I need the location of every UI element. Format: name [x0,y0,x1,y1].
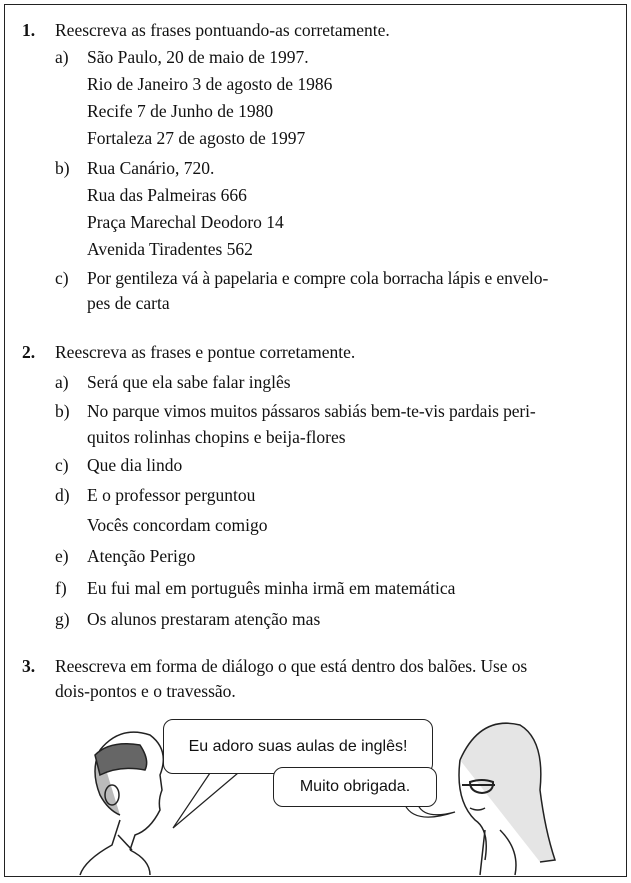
item-line: Que dia lindo [87,455,183,475]
item-line: E o professor perguntou [87,485,256,505]
item-line: Atenção Perigo [87,546,196,566]
item-letter: f) [55,578,67,598]
item-line: Rua Canário, 720. [87,158,215,178]
item-line: Os alunos prestaram atenção mas [87,609,321,629]
question-3-prompt: Reescreva em forma de diálogo o que está dentro dos balões. Use os [55,656,528,676]
speech-bubble-boy: Eu adoro suas aulas de inglês! [163,719,433,774]
item-letter: e) [55,546,69,566]
item-line: Rio de Janeiro 3 de agosto de 1986 [87,74,333,94]
item-line: Rua das Palmeiras 666 [87,185,247,205]
item-line: Avenida Tiradentes 562 [87,239,253,259]
question-1-number: 1. [22,20,36,40]
item-line: Por gentileza vá à papelaria e compre cola borracha lápis e envelo- [87,268,549,288]
item-line: pes de carta [87,293,170,313]
item-line: Fortaleza 27 de agosto de 1997 [87,128,306,148]
item-letter: d) [55,485,70,505]
item-letter: c) [55,268,69,288]
item-line: quitos rolinhas chopins e beija-flores [87,427,346,447]
speech-bubble-woman: Muito obrigada. [273,767,437,807]
item-line: Vocês concordam comigo [87,515,268,535]
question-2-number: 2. [22,342,36,362]
woman-figure [459,723,555,875]
item-letter: c) [55,455,69,475]
item-letter: a) [55,372,69,392]
item-letter: a) [55,47,69,67]
item-letter: g) [55,609,70,629]
item-line: Eu fui mal em português minha irmã em matemática [87,578,456,598]
item-line: Será que ela sabe falar inglês [87,372,291,392]
item-line: No parque vimos muitos pássaros sabiás bem-te-vis pardais peri- [87,401,536,421]
item-letter: b) [55,158,70,178]
question-1-prompt: Reescreva as frases pontuando-as corretamente. [55,20,390,40]
boy-figure [80,732,163,875]
question-3-number: 3. [22,656,36,676]
item-letter: b) [55,401,70,421]
item-line: Recife 7 de Junho de 1980 [87,101,274,121]
item-line: São Paulo, 20 de maio de 1997. [87,47,309,67]
question-3-prompt: dois-pontos e o travessão. [55,681,236,701]
question-2-prompt: Reescreva as frases e pontue corretamente. [55,342,356,362]
item-line: Praça Marechal Deodoro 14 [87,212,284,232]
